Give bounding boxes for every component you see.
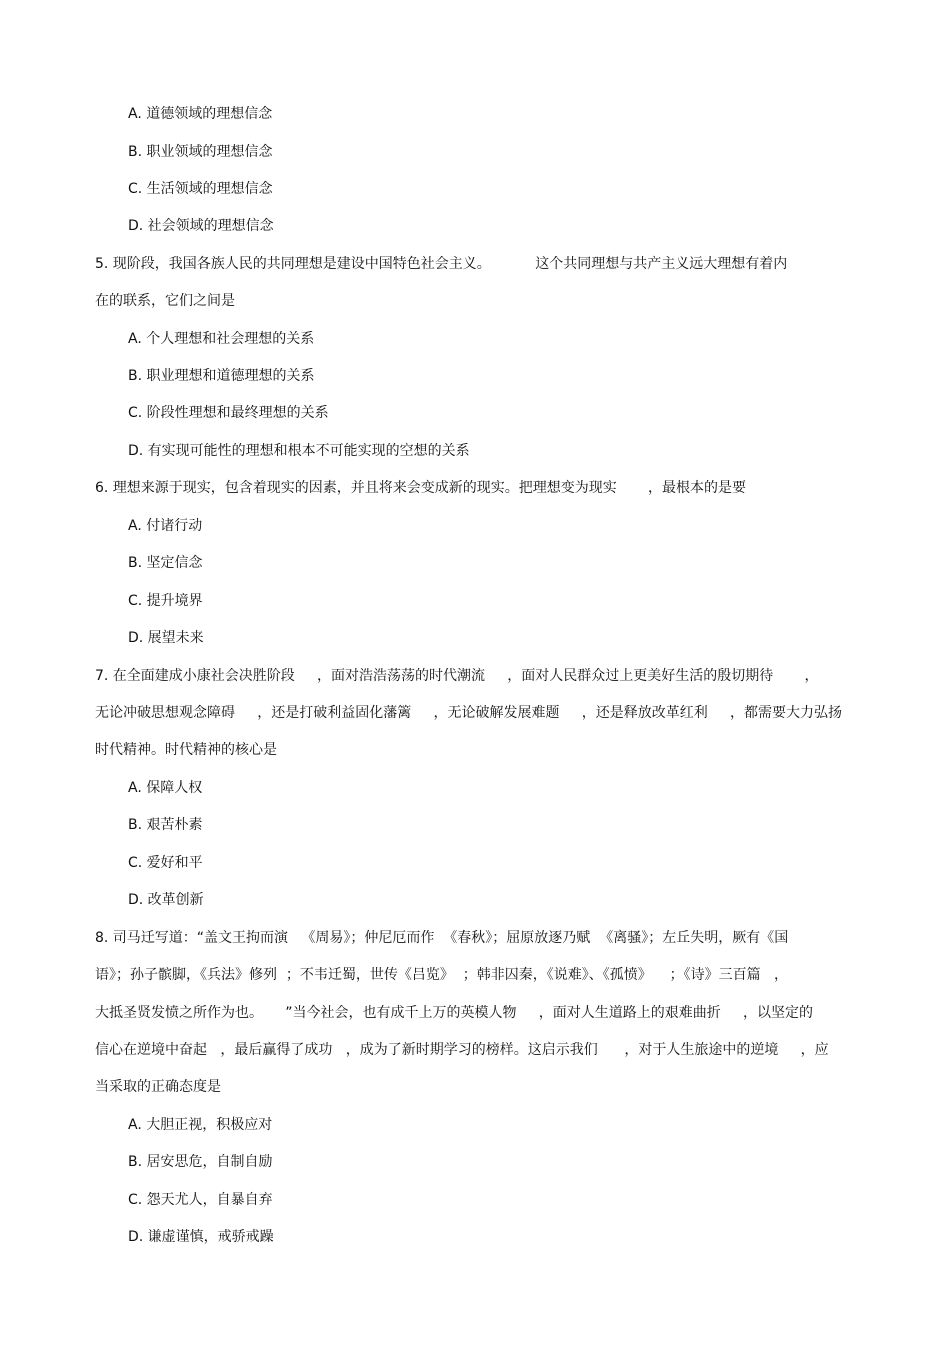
- q5-stem-line-1: 5. 现阶段，我国各族人民的共同理想是建设中国特色社会主义。 这个共同理想与共产主义远大理想有着内: [95, 256, 788, 272]
- q8-stem-line-5: 当采取的正确态度是: [95, 1079, 221, 1095]
- q8-option-d: D. 谦虚谨慎，戒骄戒躁: [128, 1229, 274, 1245]
- q8-stem-line-2: 语》；孙子髌脚，《兵法》修列 ；不韦迁蜀，世传《吕览》 ；韩非囚秦，《说难》、《孤愤》 ；《诗》三百篇 ，: [95, 967, 788, 983]
- q7-stem-line-3: 时代精神。时代精神的核心是: [95, 742, 277, 758]
- q6-stem-line-1: 6. 理想来源于现实，包含着现实的因素，并且将来会变成新的现实。把理想变为现实 ，最根本的是要: [95, 480, 746, 496]
- q7-option-b: B. 艰苦朴素: [128, 817, 203, 833]
- q8-option-b: B. 居安思危，自制自励: [128, 1154, 273, 1170]
- q7-option-d: D. 改革创新: [128, 892, 204, 908]
- q7-option-a: A. 保障人权: [128, 780, 203, 796]
- q8-stem-line-1: 8. 司马迁写道：“盖文王拘而演 《周易》；仲尼厄而作 《春秋》；屈原放逐乃赋 《离骚》；左丘失明，厥有《国: [95, 930, 789, 946]
- q7-stem-line-1: 7. 在全面建成小康社会决胜阶段 ，面对浩浩荡荡的时代潮流 ，面对人民群众过上更美好生活的殷切期待 ，: [95, 668, 819, 684]
- q8-option-c: C. 怨天尤人，自暴自弃: [128, 1192, 273, 1208]
- q5-option-d: D. 有实现可能性的理想和根本不可能实现的空想的关系: [128, 443, 470, 459]
- q5-option-a: A. 个人理想和社会理想的关系: [128, 331, 315, 347]
- q8-stem-line-3: 大抵圣贤发愤之所作为也。 ”当今社会，也有成千上万的英模人物 ，面对人生道路上的艰难曲折 ，以坚定的: [95, 1005, 814, 1021]
- q8-stem-line-4: 信心在逆境中奋起 ，最后赢得了成功 ，成为了新时期学习的榜样。这启示我们 ，对于人生旅途中的逆境 ，应: [95, 1042, 829, 1058]
- q6-option-a: A. 付诸行动: [128, 518, 203, 534]
- q6-option-d: D. 展望未来: [128, 630, 204, 646]
- q4-option-c: C. 生活领域的理想信念: [128, 181, 273, 197]
- q4-option-d: D. 社会领域的理想信念: [128, 218, 274, 234]
- q5-option-b: B. 职业理想和道德理想的关系: [128, 368, 315, 384]
- q7-stem-line-2: 无论冲破思想观念障碍 ，还是打破利益固化藩篱 ，无论破解发展难题 ，还是释放改革红利 ，都需要大力弘扬: [95, 705, 843, 721]
- q4-option-b: B. 职业领域的理想信念: [128, 144, 273, 160]
- q8-option-a: A. 大胆正视，积极应对: [128, 1117, 273, 1133]
- q6-option-b: B. 坚定信念: [128, 555, 203, 571]
- q6-option-c: C. 提升境界: [128, 593, 203, 609]
- q4-option-a: A. 道德领域的理想信念: [128, 106, 273, 122]
- q5-stem-line-2: 在的联系，它们之间是: [95, 293, 235, 309]
- q7-option-c: C. 爱好和平: [128, 855, 203, 871]
- q5-option-c: C. 阶段性理想和最终理想的关系: [128, 405, 329, 421]
